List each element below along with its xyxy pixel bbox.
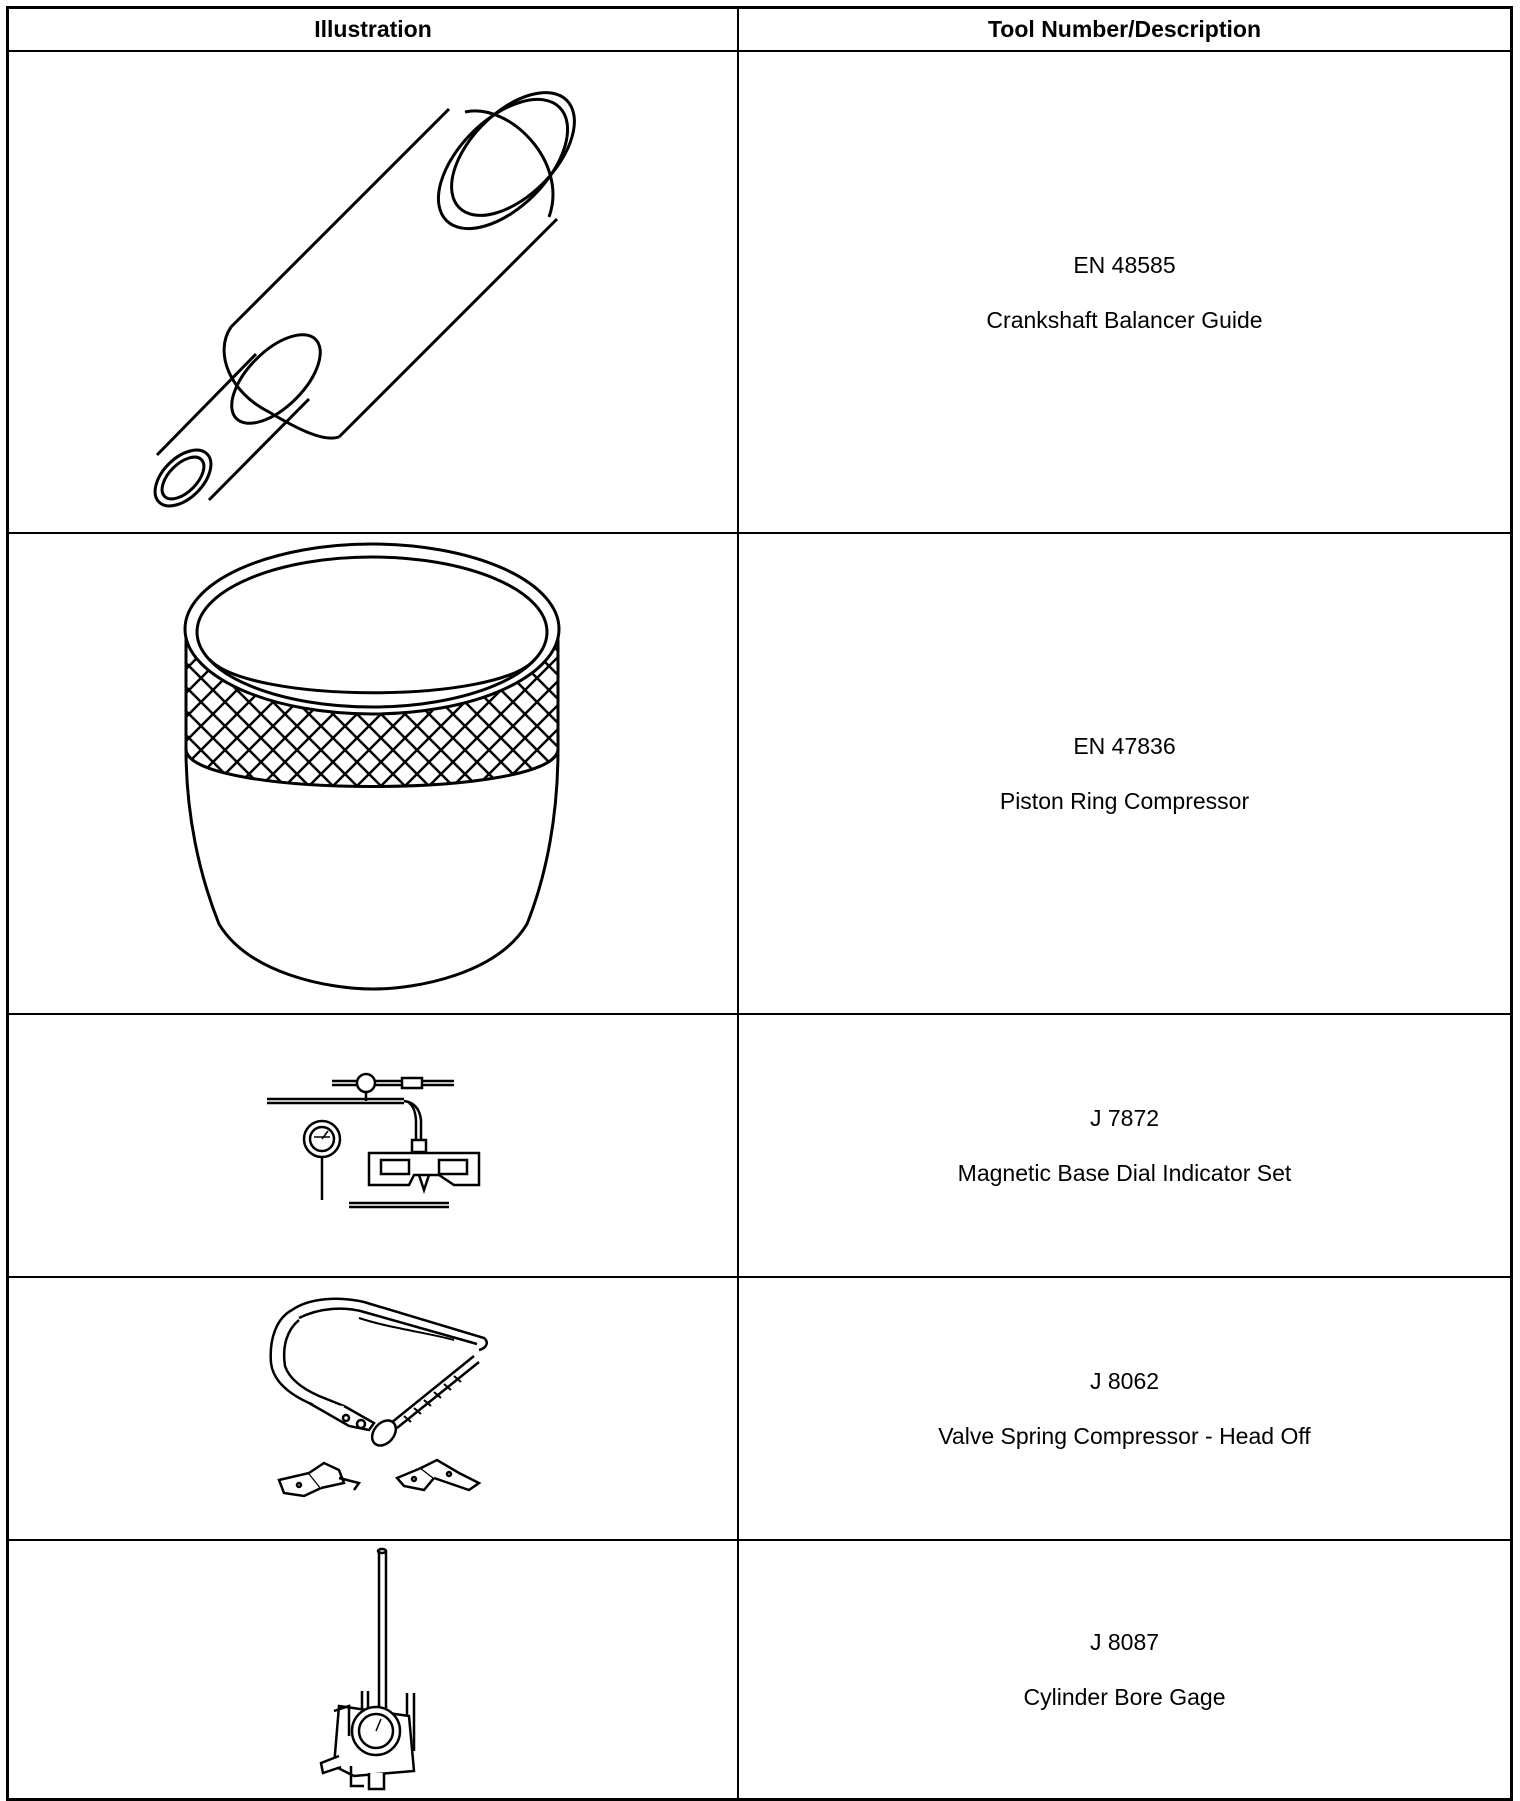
ring-compressor-icon: [9, 534, 737, 1013]
tool-description-cell: [739, 1541, 1510, 1798]
balancer-guide-icon: [9, 52, 737, 532]
tool-description-cell: [739, 1278, 1510, 1539]
table-row: [9, 1278, 1510, 1541]
header-illustration: Illustration: [314, 16, 432, 42]
tool-description-cell: [739, 534, 1510, 1013]
tool-description: Valve Spring Compressor - Head Off: [938, 1423, 1311, 1449]
tool-number: EN 48585: [1073, 251, 1176, 278]
table-row: [9, 1015, 1510, 1278]
tool-number: J 8062: [1089, 1368, 1160, 1394]
tool-description: Piston Ring Compressor: [999, 788, 1250, 814]
table-row: [9, 1541, 1510, 1798]
tool-number: J 7872: [1089, 1105, 1160, 1131]
header-tool: Tool Number/Description: [987, 16, 1262, 42]
table-header: [9, 9, 1510, 52]
table-row: [9, 52, 1510, 534]
tool-number: EN 47836: [1073, 733, 1176, 759]
tool-description-cell: [739, 52, 1510, 532]
special-tools-table: [6, 6, 1513, 1801]
bore-gage-icon: [9, 1541, 737, 1798]
dial-indicator-set-icon: [9, 1015, 737, 1276]
tool-description-cell: [739, 1015, 1510, 1276]
tool-description: Cylinder Bore Gage: [1023, 1684, 1226, 1710]
tool-description: Crankshaft Balancer Guide: [986, 306, 1263, 333]
valve-spring-compressor-icon: [9, 1278, 737, 1539]
tool-description: Magnetic Base Dial Indicator Set: [957, 1160, 1292, 1186]
table-row: [9, 534, 1510, 1015]
tool-number: J 8087: [1089, 1629, 1160, 1655]
